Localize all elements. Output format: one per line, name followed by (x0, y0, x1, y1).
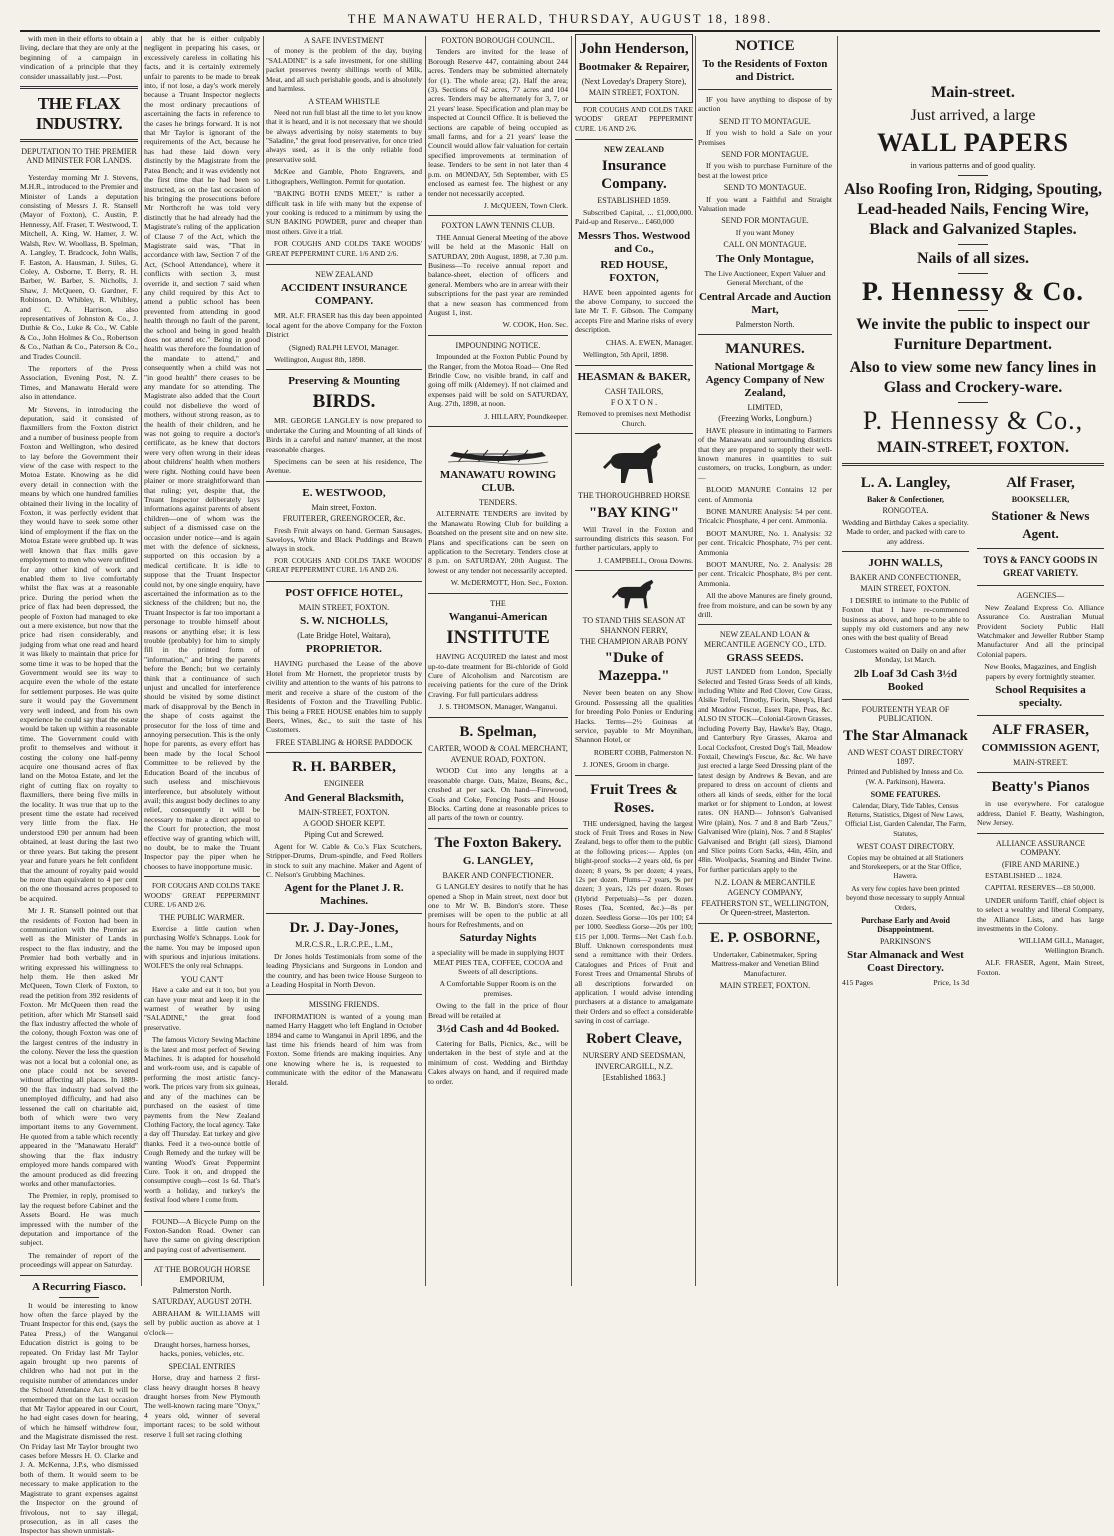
saturday-nights: Saturday Nights (459, 932, 537, 945)
nm-works: (Freezing Works, Longburn.) (718, 414, 812, 424)
barber-address: MAIN-STREET, FOXTON. (298, 807, 390, 817)
montague-line: If you want Money (735, 227, 795, 237)
barber-engineer: ENGINEER (324, 779, 364, 789)
nm-limited: LIMITED, (747, 402, 783, 412)
baking-ad: "BAKING BOTH ENDS MEET," is rather a difficult task in life with many but the expense of your cooking is reduced to a minimum by using the SUN BAKING POWDER, purer and cheaper than most others. Give it a trial. (266, 190, 422, 236)
sale-items: Draught horses, harness horses, hacks, ponies, vehicles, etc. (154, 1340, 250, 1359)
nzi-date: Wellington, 5th April, 1898. (583, 350, 669, 360)
langley-text: G LANGLEY desires to notify that he has opened a Shop in Main street, next door but one to Mr W. B. Bindon's store. These premises will be open to the public at all hours for Refreshments, and on (428, 882, 568, 929)
manure-item: All the above Manures are finely ground, free from moisture, and can be sown by any drill. (698, 591, 832, 620)
article-paragraph: Yesterday morning Mr J. Stevens, M.H.R., introduced to the Premier and Minister of Lands a deputation consisting of Messrs J. R. Stansell (Mayor of Foxton), C. Austin, P. Hennessy, Alf. Fraser, T. Westwood, T. Mitchell, A. King, W. Hamer, J. W. Walsh, Rev. W. Woollass, B. Spelman, A. Langley, T. Bradcock, John Walls, F. Easton, A. Hausman, J. Stiles, G. Coley, A. Osborne, T. Berry, R. H. Barber, W. Barber, S. Nicholls, J. Shaw, J. McQueen, O. Gardner, F. Robinson, D. Whibley, R. Whibley, and C. A. Harrison, also representatives of Johnston & Co., J. Duthie & Co., Luke & Co., W. Cable & Co., John Holmes & Co., Robertson & Co., Nathan & Co., Paterson & Co., and Trades Council. (20, 172, 138, 361)
rowing-text: ALTERNATE TENDERS are invited by the Manawatu Rowing Club for building a Boatshed on the present site and on new site. Plans and specifications can be seen on application to the Secretary. Tenders close at 8 p.m. on SATURDAY, 20th August. The lowest or any tender not necessarily accepted. (428, 509, 568, 575)
borough-council-heading: FOXTON BOROUGH COUNCIL. (441, 36, 555, 45)
manures-heading: MANURES. (725, 340, 805, 357)
flax-industry-heading: THE FLAX INDUSTRY. (35, 94, 123, 134)
impounding-sign: J. HILLARY, Poundkeeper. (484, 411, 568, 421)
west-coast-directory: WEST COAST DIRECTORY. (856, 842, 955, 852)
alf-bookseller: BOOKSELLER, (1011, 495, 1070, 504)
supper-room: A Comfortable Supper Room is on the premises. (439, 979, 557, 998)
horse-icon (599, 439, 669, 487)
dayjones-qualifications: M.R.C.S.R., L.R.C.P.E., L.M., (295, 940, 393, 950)
lawn-tennis-sign: W. COOK, Hon. Sec. (502, 320, 568, 330)
wanganui-american-heading: Wanganui-American (448, 611, 548, 624)
central-arcade-town: Palmerston North. (735, 319, 795, 329)
rowing-club-heading: MANAWATU ROWING CLUB. (439, 469, 557, 495)
loaf-price: 2lb Loaf 3d Cash 3½d Booked (853, 667, 957, 693)
cleave-established: [Established 1863.] (602, 1073, 666, 1083)
grass-seeds-heading: GRASS SEEDS. (726, 652, 804, 665)
henderson-trade: Bootmaker & Repairer, (578, 61, 690, 73)
article-paragraph: The remainder of report of the proceedings will appear on Saturday. (20, 1250, 138, 1270)
main-street-label: Main-street. (931, 84, 1015, 101)
alf-fraser-name: Alf Fraser, (1006, 475, 1075, 491)
nzi-title: Insurance Company. (601, 158, 667, 193)
alf-fraser-2: ALF FRASER, (992, 722, 1089, 739)
hennessy-heading-2: P. Hennessy & Co., (862, 406, 1084, 435)
lawn-tennis-heading: FOXTON LAWN TENNIS CLUB. (441, 221, 555, 231)
montague-line: IF you have anything to dispose of by auction (698, 95, 832, 114)
montague-action: SEND FOR MONTAGUE. (721, 150, 809, 160)
column-2 (144, 34, 260, 1439)
spelman-trade: CARTER, WOOD & COAL MERCHANT, (428, 743, 568, 753)
coughs-ad: FOR COUGHS AND COLDS TAKE WOODS' GREAT PEPPERMINT CURE. 1/6 AND 2/6. (266, 556, 422, 575)
safe-investment-text: of money is the problem of the day, buying "SALADINE" is a safe investment, for one shilling packet preserves twenty shillings worth of Milk, Meat, and all such perishable goods, and is absolutely and harmless. (266, 47, 422, 94)
column-4 (428, 34, 568, 1286)
nzl-address: FEATHERSTON ST., WELLINGTON, Or Queen-street, Masterton. (701, 899, 829, 918)
montague-action: SEND TO MONTAGUE. (723, 183, 807, 193)
birds-specimens: Specimens can be seen at his residence, The Avenue. (266, 457, 422, 476)
montague-action: SEND FOR MONTAGUE. (721, 216, 809, 226)
article-paragraph: Mr J. R. Stansell pointed out that the residents of Foxton had been in communication with the Premier as well as the Minister of Lands in respect to the flax industry, and the Premier had both verbally and in writing expressed his willingness to help them. He then asked Mr McQueen, Town Clerk of Foxton, to read the petition from 392 residents of Foxton. Mr McQueen then read the petition, after which Mr Stansell said the flax industry affected the whole of the colony, though Foxton was one of the largest centres of the industry in the colony. Never the less the question was not a local but a colonial one, as one place could not be severed without affecting all places. In 1889-90 the flax industry had solved the unemployed difficulty, and had also lessened the call on charitable aid, both of which were two very important items to any Government. He quoted from a table which recently appeared in the "Manawatu Herald" showing that the flax industry employed more hands compared with the amount produced as did freezing works and other manufactories. (20, 906, 138, 1188)
pages-count: 415 Pages (842, 978, 874, 988)
post-office-address: MAIN STREET, FOXTON. (298, 602, 390, 612)
special-entries-text: Horse, dray and harness 2 first-class heavy draught horses 8 heavy draught horses from New Plymouth The well-known racing mare "Onyx," 4 years old, winner of several important races; to be sold without reserve 1 full set racing clothing (144, 1373, 260, 1439)
nzi-heading: NEW ZEALAND (603, 145, 665, 155)
pony-icon (609, 576, 659, 612)
alliance-text: UNDER uniform Tariff, chief object is to select a wealthy and liberal Company, the Alliance Lists, and has large investments in the Colony. (977, 895, 1104, 933)
books-text: New Books, Magazines, and English papers by every fortnightly steamer. (984, 662, 1097, 681)
bread-price: 3½d Cash and 4d Booked. (436, 1023, 560, 1036)
nzi-text: HAVE been appointed agents for the above Company, to succeed the late Mr T. F. Gibson. The Company accepts Fire and Marine risks of every description. (575, 287, 693, 335)
barber-piping: Piping Cut and Screwed. (304, 830, 384, 840)
walls-daily: Customers waited on Daily on and after Monday, 1st March. (844, 645, 967, 665)
accident-signed: (Signed) RALPH LEVOI, Manager. (289, 342, 399, 352)
birds-text: MR. GEORGE LANGLEY is now prepared to undertake the Curing and Mounting of all kinds of Birds in a careful and nature' manner, at the most reasonable charges. (266, 416, 422, 454)
bay-king-sign: J. CAMPBELL, Oroua Downs. (597, 555, 693, 565)
manure-item: BLOOD MANURE Contains 12 per cent. of Ammonia (698, 485, 832, 504)
intro-text: with men in their efforts to obtain a living, declare that they are only at the beginning of a campaign in vindication of a principle that they consider unassailably just.—Post. (20, 34, 138, 81)
sale-text: ABRAHAM & WILLIAMS will sell by public auction as above at 1 o'clock— (144, 1308, 260, 1337)
special-entries-heading: SPECIAL ENTRIES (168, 1361, 236, 1371)
national-mortgage-heading: National Mortgage & Agency Company of New Zealand, (705, 360, 825, 399)
saladine-ad: Have a cake and eat it too, but you can have your meat and keep it in the warmest of weather by using "SALADINE," the great food preservative. (144, 986, 260, 1032)
bay-king-title: "BAY KING" (588, 504, 680, 521)
hennessy-heading: P. Hennessy & Co. (862, 277, 1084, 306)
star-published: Printed and Published by Inness and Co. (W. A. Parkinson), Hawera. (847, 768, 964, 786)
column-5 (575, 34, 693, 1286)
rowing-boat-icon (448, 432, 548, 466)
barber-text: Agent for W. Cable & Co.'s Flax Scutchers, Stripper-Drums, Drum-spindle, and Feed Rollers in stock to suit any machine. Maker and Agent of C. Nelson's Grubbing Machines. (266, 841, 422, 879)
grass-seeds-text: JUST LANDED from London, Specially Selected and Tested Grass Seeds of all kinds, including White and Red Clover, Cow Grass, Alsike Trefoil, Timothy, Fiorin, Sheep's, Hard and Meadow Fescue, Essex Rape, Peas, &c. ALSO IN STOCK—Colonial-Grown Grasses, including Poverty Bay, Hawke's Bay, Otago, and Canterbury Rye Grasses, Akaroa and Local Cocksfoot, Crested Dog's Tail, Meadow Foxtail, Chewing's Fescue, &c. &c. We have just erected a large Seed Dressing plant of the latest design by Andrews & Bevan, and are prepared to dress on account of clients and others all kinds of seeds, either for the local market or for shipment to London, at lowest rates. ON HAND— Johnson's Galvanised Wire (plain), Nos. 7 and 8 and Barb "Zeus," Galvanised Wire (plain), Nos. 7 and 8 Staples' Galvanised and Bright (all sizes), Diamond and Slice points Corn Sacks, 44in, 45in, and 48in. Woolpacks, Seaming and Binder Twine. For further particulars apply to the (698, 668, 832, 874)
post-office-hotel-heading: POST OFFICE HOTEL, (285, 586, 403, 599)
roofing-text: Also Roofing Iron, Ridging, Spouting, Lead-headed Nails, Fencing Wire, Black and Galvanized Staples. (844, 181, 1102, 238)
alliance-capital: CAPITAL RESERVES—£8 50,000. (985, 883, 1096, 893)
alliance-heading: ALLIANCE ASSURANCE COMPANY. (995, 838, 1086, 858)
fourteenth-year: FOURTEENTH YEAR OF PUBLICATION. (861, 704, 950, 724)
some-features: SOME FEATURES. (870, 790, 941, 800)
hennessy-address: MAIN-STREET, FOXTON. (877, 439, 1069, 456)
safe-investment-heading: A SAFE INVESTMENT (303, 36, 384, 45)
column-7 (842, 34, 1104, 1286)
column-3 (266, 34, 422, 1286)
toys-heading: TOYS & FANCY GOODS IN GREAT VARIETY. (983, 555, 1098, 579)
langley-name: G. LANGLEY, (462, 854, 534, 867)
wall-papers-sub: in various patterns and of good quality. (910, 161, 1036, 170)
coughs-ad: FOR COUGHS AND COLDS TAKE WOODS' GREAT PEPPERMINT CURE. 1/6 AND 2/6. (575, 105, 693, 133)
commission-agent: COMMISSION AGENT, (981, 742, 1100, 755)
rowing-sign: W. McDERMOTT, Hon. Sec., Foxton. (450, 578, 568, 588)
cleave-address: INVERCARGILL, N.Z. (595, 1061, 673, 1071)
la-langley-trade: Baker & Confectioner, (866, 495, 945, 504)
barber-name: R. H. BARBER, (292, 759, 396, 776)
agencies-heading: AGENCIES— (1016, 591, 1065, 601)
beatty-text: in use everywhere. For catalogue address, Daniel F. Beatty, Washington, New Jersey. (977, 799, 1104, 828)
bakery-heading: The Foxton Bakery. (434, 834, 562, 851)
steam-whistle-text: Need not run full blast all the time to let you know that it is heard, and it is not necessary that we should be always advertising by noisy statements to buy "Saladine," the great food preservative, for once tried always used, as it is the only reliable food preservative sold. (266, 108, 422, 164)
manure-item: BONE MANURE Analysis: 54 per cent. Tricalcic Phosphate, 4 per cent. Ammonia. (698, 506, 832, 526)
accident-insurance-text: MR. ALF. FRASER has this day been appointed local agent for the above Company for the Foxton District (266, 311, 422, 340)
article-paragraph: It would be interesting to know how often the farce played by the Truant Inspector for this end, (says the Patea Press,) of the Wanganui Education district is going to be repeated. On Friday last Mr Taylor again brought up two parents of children who had not put in the requisite number of attendances under the School Attendance Act. It will be remembered that on the last occasion that Mr Taylor appeared in our Court, he had eight cases down for hearing, of which he himself withdrew four, and the Magistrate dismissed the rest. On Friday last Mr Taylor brought two cases before Messrs H. O. Clarke and J. A. McKenna, J.P.s, who dismissed both of them. It would seem to be necessary to make application to the Magistrate to grant expenses against the Inspector on the ground of frivolous, not to say illegal, prosecution, as in all cases the Inspector has shown unmistak- (20, 1300, 138, 1536)
article-paragraph: The reporters of the Press Association, Evening Post, N. Z. Times, and Manawatu Herald were also in attendance. (20, 363, 138, 402)
column-6 (698, 34, 832, 1286)
public-warmer-heading: THE PUBLIC WARMER. (159, 913, 245, 923)
henderson-name: John Henderson, (579, 41, 689, 57)
catering-text: Catering for Balls, Picnics, &c., will be undertaken in the best of style and at the minimum of cost. Wedding and Birthday Cakes always on hand, and if required made to order. (428, 1039, 568, 1086)
school-requisites: School Requisites a specialty. (995, 684, 1086, 710)
nzi-red-house: RED HOUSE, FOXTON, (600, 258, 668, 284)
nzi-capital: Subscribed Capital, ... £1,000,000. Paid-up and Reserve... £460,000 (575, 207, 693, 227)
alliance-sub: (FIRE AND MARINE.) (1001, 859, 1080, 869)
institute-text: HAVING ACQUIRED the latest and most up-to-date treatment for Bi-chloride of Gold Cure of Alcoholism and Narcotism are receiving patients for the cure of the Drink Craving. For full particulars address (428, 652, 568, 699)
birds-title: BIRDS. (312, 391, 376, 413)
bread-price-intro: Owing to the fall in the price of flour Bread will be retailed at (428, 1001, 568, 1020)
mazeppa-groom: J. JONES, Groom in charge. (583, 760, 670, 770)
planet-agent: Agent for the Planet J. R. Machines. (284, 882, 404, 908)
only-montague: The Only Montague, (716, 252, 814, 265)
stationer-heading: Stationer & News Agent. (991, 508, 1090, 542)
proprietor-label: PROPRIETOR. (306, 643, 382, 656)
few-copies-text: As very few copies have been printed beyond those necessary to supply Annual Orders, (846, 884, 965, 912)
montague-line: If you wish to purchase Furniture of the best at the lowest price (698, 161, 832, 180)
westwood-name: E. WESTWOOD, (302, 486, 386, 499)
hot-pies-text: a speciality will be made in supplying HOT MEAT PIES TEA, COFFEE, COCOA and Sweets of all descriptions. (431, 948, 565, 977)
walls-trade: BAKER AND CONFECTIONER, (850, 573, 961, 583)
nails-text: Nails of all sizes. (917, 250, 1029, 267)
lawn-tennis-text: THE Annual General Meeting of the above will be held at the Masonic Hall on SATURDAY, 20th August, 1898, at 7.30 p.m. Business—To receive annual report and balance-sheet, election of officers and general. Members who are in arrear with their subscriptions for the past year are reminded that a new season has commenced from August 1, inst. (428, 232, 568, 317)
central-arcade: Central Arcade and Auction Mart, (698, 290, 832, 316)
mckee-ad: McKee and Gamble, Photo Engravers, and Lithographers, Wellington. Permit for quotation. (266, 168, 422, 186)
furniture-invite: We invite the public to inspect our Furniture Department. (856, 316, 1090, 353)
henderson-address: MAIN STREET, FOXTON. (588, 88, 680, 98)
cleave-name: Robert Cleave, (586, 1030, 682, 1047)
crockery-text: Also to view some new fancy lines in Glass and Crockery-ware. (849, 359, 1097, 396)
star-almanack-2: Star Almanack and West Coast Directory. (847, 949, 964, 975)
nzi-agents: Messrs Thos. Westwood and Co., (577, 229, 691, 255)
langley-trade: BAKER AND CONFECTIONER. (442, 870, 554, 880)
nzl-company: N.Z. LOAN & MERCANTILE AGENCY COMPANY, (714, 878, 816, 897)
nicholls-name: S. W. NICHOLLS, (300, 615, 388, 628)
horse-heading: THE THOROUGHBRED HORSE (578, 491, 690, 501)
wall-papers-heading: WALL PAPERS (877, 128, 1069, 157)
impounding-heading: IMPOUNDING NOTICE. (455, 340, 541, 350)
agencies-list: New Zealand Express Co. Alliance Assurance Co. Australian Mutual Provident Society Public Hall Watchmaker and Jeweller Rubber Stamp Manufacturer And all the principal Colonial papers. (977, 602, 1104, 659)
notice-to: To the Residents of Foxton and District. (702, 58, 828, 83)
walls-address: MAIN STREET, FOXTON. (860, 584, 951, 594)
price-label: Price, 1s 3d (933, 978, 969, 988)
heasman-trade: CASH TAILORS, (604, 386, 664, 396)
heasman-name: HEASMAN & BAKER, (577, 370, 691, 383)
alf-agent: ALF. FRASER, Agent, Main Street, Foxton. (977, 958, 1104, 977)
gill-sign: WILLIAM GILL, Manager, Wellington Branch. (1018, 936, 1104, 955)
montague-line: If you want a Faithful and Straight Valuation made (698, 194, 832, 214)
manure-item: BOOT MANURE, No. 1. Analysis: 32 per cent. Tricalcic Phosphate, 7½ per cent. Ammonia (698, 528, 832, 557)
dayjones-text: Dr Jones holds Testimonials from some of the leading Physicians and Surgeons in London and the country, and has been twice House Surgeon to a Leading Hospital in North Devon. (266, 951, 422, 989)
sale-place: Palmerston North. (172, 1286, 232, 1295)
institute-sign: J. S. THOMSON, Manager, Wanganui. (438, 702, 558, 712)
free-stabling: FREE STABLING & HORSE PADDOCK (275, 737, 413, 747)
heasman-text: Removed to premises next Methodist Church. (577, 409, 691, 428)
institute-title: INSTITUTE (446, 627, 550, 649)
missing-friends-text: INFORMATION is wanted of a young man named Harry Haggett who left England in October 1894 and came to Wanganui in April 1896, and the last time his friends heard of him was from Foxton. Some friends are making inquiries. Any one knowing where he is, is requested to communicate with the editor of the Manawatu Herald. (266, 1011, 422, 1087)
fruit-trees-text: THE undersigned, having the largest stock of Fruit Trees and Roses in New Zealand, begs to offer them to the public at the following prices:— Apples (on blight-proof stocks—2 years old, 6s per dozen; 8 years, 9s per dozen; 4 years, 12s per dozen. Plums—2 years, 9s per dozen; 3 years, 12s per dozen. Roses (Hybrid Perpetuals)—5s per dozen. Roses (Tea, Scented, &c.)—8s per dozen. Seedless Gorse—10s per 100; £4 per 1000. Seedless Gorse—20s per 100; £15 per 1,000. Terms—Net Cash f.o.b. Bluff. Unknown correspondents must send a remittance with their Orders. Catalogues and Prices of Fruit and Forest Trees and Ornamental Shrubs of all descriptions forwarded on application. I would advise intending purchasers at a distance to amalgamate their Orders and so effect a considerable saving in cost of carriage. (575, 819, 693, 1026)
barber-shoer: A GOOD SHOER KEPT. (302, 818, 386, 828)
mazeppa-title: "Duke of Mazeppa." (598, 650, 670, 685)
nzl-heading: NEW ZEALAND LOAN & MERCANTILE AGENCY CO., LTD. (703, 630, 827, 649)
star-almanack-heading: The Star Almanack (843, 727, 968, 744)
walls-text: I DESIRE to intimate to the Public of Foxton that I have re-commenced business as above, and hope to be able to supply my old customers and any new ones with the best quality of Bread (842, 595, 969, 643)
steam-whistle-heading: A STEAM WHISTLE (308, 97, 380, 107)
purchase-early: Purchase Early and Avoid Disappointment. (861, 916, 950, 935)
montague-text: The Live Auctioneer, Expert Valuer and General Merchant, of the (704, 268, 826, 288)
montague-action: SEND IT TO MONTAGUE. (719, 116, 811, 126)
osborne-name: E. P. OSBORNE, (710, 929, 820, 946)
osborne-address: MAIN STREET, FOXTON. (719, 981, 811, 991)
beatty-heading: Beatty's Pianos (991, 779, 1090, 796)
nicholls-late: (Late Bridge Hotel, Waitara), (297, 631, 391, 641)
borough-council-sign: J. McQUEEN, Town Clerk. (483, 200, 568, 210)
hotel-text: HAVING purchased the Lease of the above Hotel from Mr Hornett, the proprietor trusts by civility and attention to the wants of his patrons to merit and receive a share of the custom of the Residents of Foxton and the Travelling Public. This being a FREE HOUSE enables him to supply Beers, Wines, &c., to suit the taste of his Customers. (266, 659, 422, 735)
montague-line: If you wish to hold a Sale on your Premises (698, 128, 832, 147)
spelman-address: AVENUE ROAD, FOXTON. (450, 754, 546, 764)
osborne-trade: Undertaker, Cabinetmaker, Spring Mattress-maker and Venetian Blind Manufacturer. (711, 949, 819, 978)
sale-date: SATURDAY, AUGUST 20TH. (152, 1297, 252, 1307)
cleave-trade: NURSERY AND SEEDSMAN, (582, 1050, 686, 1060)
nzi-sign: CHAS. A. EWEN, Manager. (605, 337, 693, 347)
bay-king-text: Will Travel in the Foxton and surrounding districts this season. For further particulars, apply to (575, 524, 693, 553)
accident-insurance-heading: ACCIDENT INSURANCE COMPANY. (280, 282, 408, 308)
nzi-established: ESTABLISHED 1859. (597, 196, 671, 206)
notice-heading: NOTICE (735, 38, 795, 54)
montague-action: CALL ON MONTAGUE. (723, 240, 807, 250)
article-paragraph: Mr Stevens, in introducing the deputation, said it consisted of flaxmillers from the Foxton district and a number of business people from Foxton and Wellington, who desired to lay before the Government their view of the case with respect to the Motoa Estate. Knowing as he did every detail in connection with the means by which one hundred families obtained their living in the locality of Foxton, it was perfectly evident that they would have to seek some other kind of employment if the flax on the Motoa Estate were grubbed up. It was well known that flax mills gave employment to men who were unfitted for any other kind of work and enabled them to live comfortably whilst the flax was at a reasonable price. During the period when the price of flax had been depressed, the people of Foxton had managed to eke out a mere existence, but now that the price had risen considerably, and judging from what one read and heard it was likely to maintain that price for some time it was to be hoped that the Government would see its way to acquire even the whole of the estate for settlement purposes. He was quite sure it would pay the Government very well indeed, and from his own experience he could say that the estate would be taken up within a reasonable time. The Government could with profit to themselves and without it costing the colony one half-penny acquire one thousand acres of flax land on the Motoa Estate, and let the right of cutting flax on royalty to flaxmillers, there being five mills in the locality. It was true that up to the present time the estate had received very little from the flax. He understood £90 per annum had been obtained, at least during the last two or three years. But taking the present year and future years he felt confident that the amount of royalty paid would be more than equivalent to 4 per cent on the one thousand acres proposed to be acquired. (20, 404, 138, 903)
missing-friends-heading: MISSING FRIENDS. (308, 1000, 380, 1010)
heasman-town: F O X T O N . (610, 397, 658, 407)
spelman-text: WOOD Cut into any lengths at a reasonable charge. Oats, Maize, Beans, &c., crushed at per sack. On hand—Firewood, Coals and Coke, Fencing Posts and House Blocks. Carting done at reasonable prices to all parts of the town or country. (428, 766, 568, 823)
fruit-trees-heading: Fruit Trees & Roses. (590, 781, 678, 816)
la-langley-town: RONGOTEA. (882, 506, 929, 516)
schnapps-ad: Exercise a little caution when purchasing Wolfe's Schnapps. Look for the name. You may be imposed upon with spurious and injurious imitations. WOLFE'S the only real Schnapps. (144, 924, 260, 971)
nm-text: HAVE pleasure in intimating to Farmers of the Manawatu and surrounding districts that they are prepared to supply their well-known manures in quantities to suit customers, on trucks, Longburn, as under:— (698, 425, 832, 482)
fiasco-heading: A Recurring Fiasco. (32, 1280, 126, 1293)
copies-text: Copies may be obtained at all Stationers and Storekeepers, or at the Star Office, Hawera. (847, 853, 964, 881)
features-text: Calendar, Diary, Tide Tables, Census Returns, Statistics, Digest of New Laws, Official List, Garden Calendar, The Farm, Statutes, (845, 801, 966, 838)
birds-heading: Preserving & Mounting (288, 375, 400, 388)
nz-heading: NEW ZEALAND (315, 269, 373, 279)
accident-date: Wellington, August 8th, 1898. (274, 354, 366, 364)
la-langley-name: L. A. Langley, (860, 475, 951, 491)
henderson-next: (Next Loveday's Drapery Store), (581, 77, 687, 86)
star-directory: AND WEST COAST DIRECTORY 1897. (847, 747, 964, 766)
mazeppa-sign: ROBERT COBB, Palmerston N. (593, 747, 693, 757)
barber-blacksmith: And General Blacksmith, (284, 791, 404, 804)
spelman-name: B. Spelman, (459, 723, 537, 740)
manure-item: BOOT MANURE, No. 2. Analysis: 28 per cent. Tricalcic Phosphate, 8½ per cent. Ammonia. (698, 560, 832, 588)
you-cant-heading: YOU CAN'T (180, 974, 224, 984)
sale-heading: AT THE BOROUGH HORSE EMPORIUM, (153, 1265, 251, 1284)
alliance-established: ESTABLISHED ... 1824. (985, 870, 1063, 880)
walls-name: JOHN WALLS, (868, 557, 943, 570)
dayjones-name: Dr. J. Day-Jones, (289, 920, 399, 937)
westwood-trade: FRUITERER, GREENGROCER, &c. (282, 514, 406, 524)
westwood-text: Fresh Fruit always on hand. German Sausages, Saveloys, White and Black Puddings and Brawn always in stock. (266, 525, 422, 554)
article-paragraph: The Premier, in reply, promised to lay the request before Cabinet and the Assets Board. He was much impressed with the number of the deputation and importance of the subject. (20, 1191, 138, 1248)
borough-council-text: Tenders are invited for the lease of Borough Reserve 447, containing about 244 acres. Tenders may be submitted alternately for (1). The whole area; (2). Half the area; (3). Sections of 62 acres, 77 acres and 104 acres. Tenders may be alternately for 3, 7, or 21 years' lease. Specification and plan may be inspected at Council Office. It is believed the sections are capable of being occupied as small farms, and for a 21 years' lease the Council would allow fair valuation for certain specified improvements at termination of lease. Tenders to be sent in not later than 4 p.m. on MONDAY, 5th September, with £5 enclosed as earnest fee. The highest or any tender not necessarily accepted. (428, 47, 568, 198)
victory-ad: The famous Victory Sewing Machine is the latest and most perfect of Sewing Machines. It is adapted for household and work-room use, and is capable of performing the most artistic fancy-work. The prices vary from six guineas, and any of the machines can be purchased on the easiest of time payments from the New Zealand Clothing Factory, the local agency. Take a day off Thursday. Eat turkey and give thanks. Feed it a two-ounce bottle of Cough Remedy and the turkey will be wanting Wood's Great Peppermint Cure. Took it on, and dropped the consumptive cough—cost 1s 6d. That's worth a holiday, and turkey's the festival food where I come from. (144, 1036, 260, 1205)
article-paragraph: ably that he is either culpably negligent in preparing his cases, or excessively careless in collating his facts, and it is certainly extremely unfair to parents to be made to break into, if not lose, a day's work merely because a Truant Inspector neglects the most ordinary precautions of ascertaining the facts in reference to the cases he brings forward. It is not that Mr Taylor is ignorant of the requirements of the Act, because he has had these laid down very distinctly by the Magistrate from the Patea Bench; and it was evidently not the first time that he had been so instructed, as on the last occasion of his bringing the prosecutions before Mr Northcroft he was told very distinctly that he had already had the Magistrate's ruling of the application of Clause 7 of the Act, which the Magistrate said was, "That in accordance with law, Section 7 of the Act, (School Attendance), where it conflicts with section 3, must override it, and section 7 said when any child required by this Act to attend a public school has been prevented from attending in good health through no fault of the parent, the school and being in good health does not attend etc." Being in good health was therefore the foundation of the mandate to attend," and consequently when a child was not "in good health" there ceases to be any mandate for so attending. The Magistrate also added that the Court could not disbelieve the word of mothers, without strong reason, as to the health of their children, and he was not going to require a doctor's certificate, as he knew that doctors were very often wrong in their ideas about childrens' health when mothers were right. Nothing could have been plainer or more straightforward than that ruling; yet, despite that, the Truant Inspector deliberately lays informations against parents of absent children—one of whom was the subject of a dismissed case on the occasion under notice—and is again met with the defence of sickness, supported on this occasion by a medical certificate. It is idle to suppose that the Truant Inspector could not, by one single enquiry, have ascertained the information as to the sickness of the children; but no, the Truant Inspector is far too important a personage to trouble himself about reasons or anything else; it is less trouble (probably) for him to simply fill in the printed form of "information," and bring the parents before the Bench; but we certainly think that a continuance of such unjust and uncalled for interference should be visited by some distinct mark of disapproval by the Bench in the shape of costs against the prosecutor for the loss of time and annoying persecution. This is the only hope for parents, as every effort has been made by the local School Committee to be relieved by the Education Board of the incubus of such useless and mischievous interference, but absolutely without avail; this august body declines to any relief, consequently it will be necessary to make a direct appeal to the Court for protection, the most effective way of granting which will, no doubt, be to make the Truant Inspector pay the piper when he chooses to have inopportune music. (144, 34, 260, 871)
institute-the: THE (490, 598, 506, 608)
westwood-address: Main street, Foxton. (311, 502, 377, 512)
coughs-ad: FOR COUGHS AND COLDS TAKE WOODS' GREAT PEPPERMINT CURE. 1/6 AND 2/6. (266, 240, 422, 258)
deputation-subhead: DEPUTATION TO THE PREMIER AND MINISTER FOR LANDS. (21, 147, 137, 166)
mazeppa-text: Never been beaten on any Show Ground. Possessing all the qualities for breeding Polo Ponies or Enduring Hacks. Terms—2½ Guineas at service, payable to Mr Moynihan, Shannon Hotel, or (575, 688, 693, 745)
rowing-tenders: TENDERS. (479, 498, 517, 508)
mazeppa-stand: TO STAND THIS SEASON AT SHANNON FERRY, (582, 616, 686, 635)
mazeppa-champion: THE CHAMPION ARAB PONY (580, 636, 688, 646)
column-1 (20, 34, 138, 1536)
parkinsons: PARKINSON'S (880, 936, 931, 946)
masthead: THE MANAWATU HERALD, THURSDAY, AUGUST 18, 1898. (20, 8, 1100, 32)
just-arrived: Just arrived, a large (910, 107, 1036, 124)
found-notice: FOUND—A Bicycle Pump on the Foxton-Sandon Road. Owner can have the same on giving description and paying cost of advertisement. (144, 1216, 260, 1254)
impounding-text: Impounded at the Foxton Public Pound by the Ranger, from the Motoa Road— One Red Brindle Cow, no visible brand, in calf and going off milk (Aldemey). If not claimed and expenses paid will be sold on SATURDAY, Aug. 27th, 1898, at noon. (428, 352, 568, 409)
alf-address: MAIN-STREET. (1013, 758, 1068, 768)
coughs-ad: FOR COUGHS AND COLDS TAKE WOODS' GREAT PEPPERMINT CURE. 1/6 AND 2/6. (144, 882, 260, 909)
la-langley-text: Wedding and Birthday Cakes a speciality. Made to order, and packed with care to any address. (842, 517, 969, 546)
